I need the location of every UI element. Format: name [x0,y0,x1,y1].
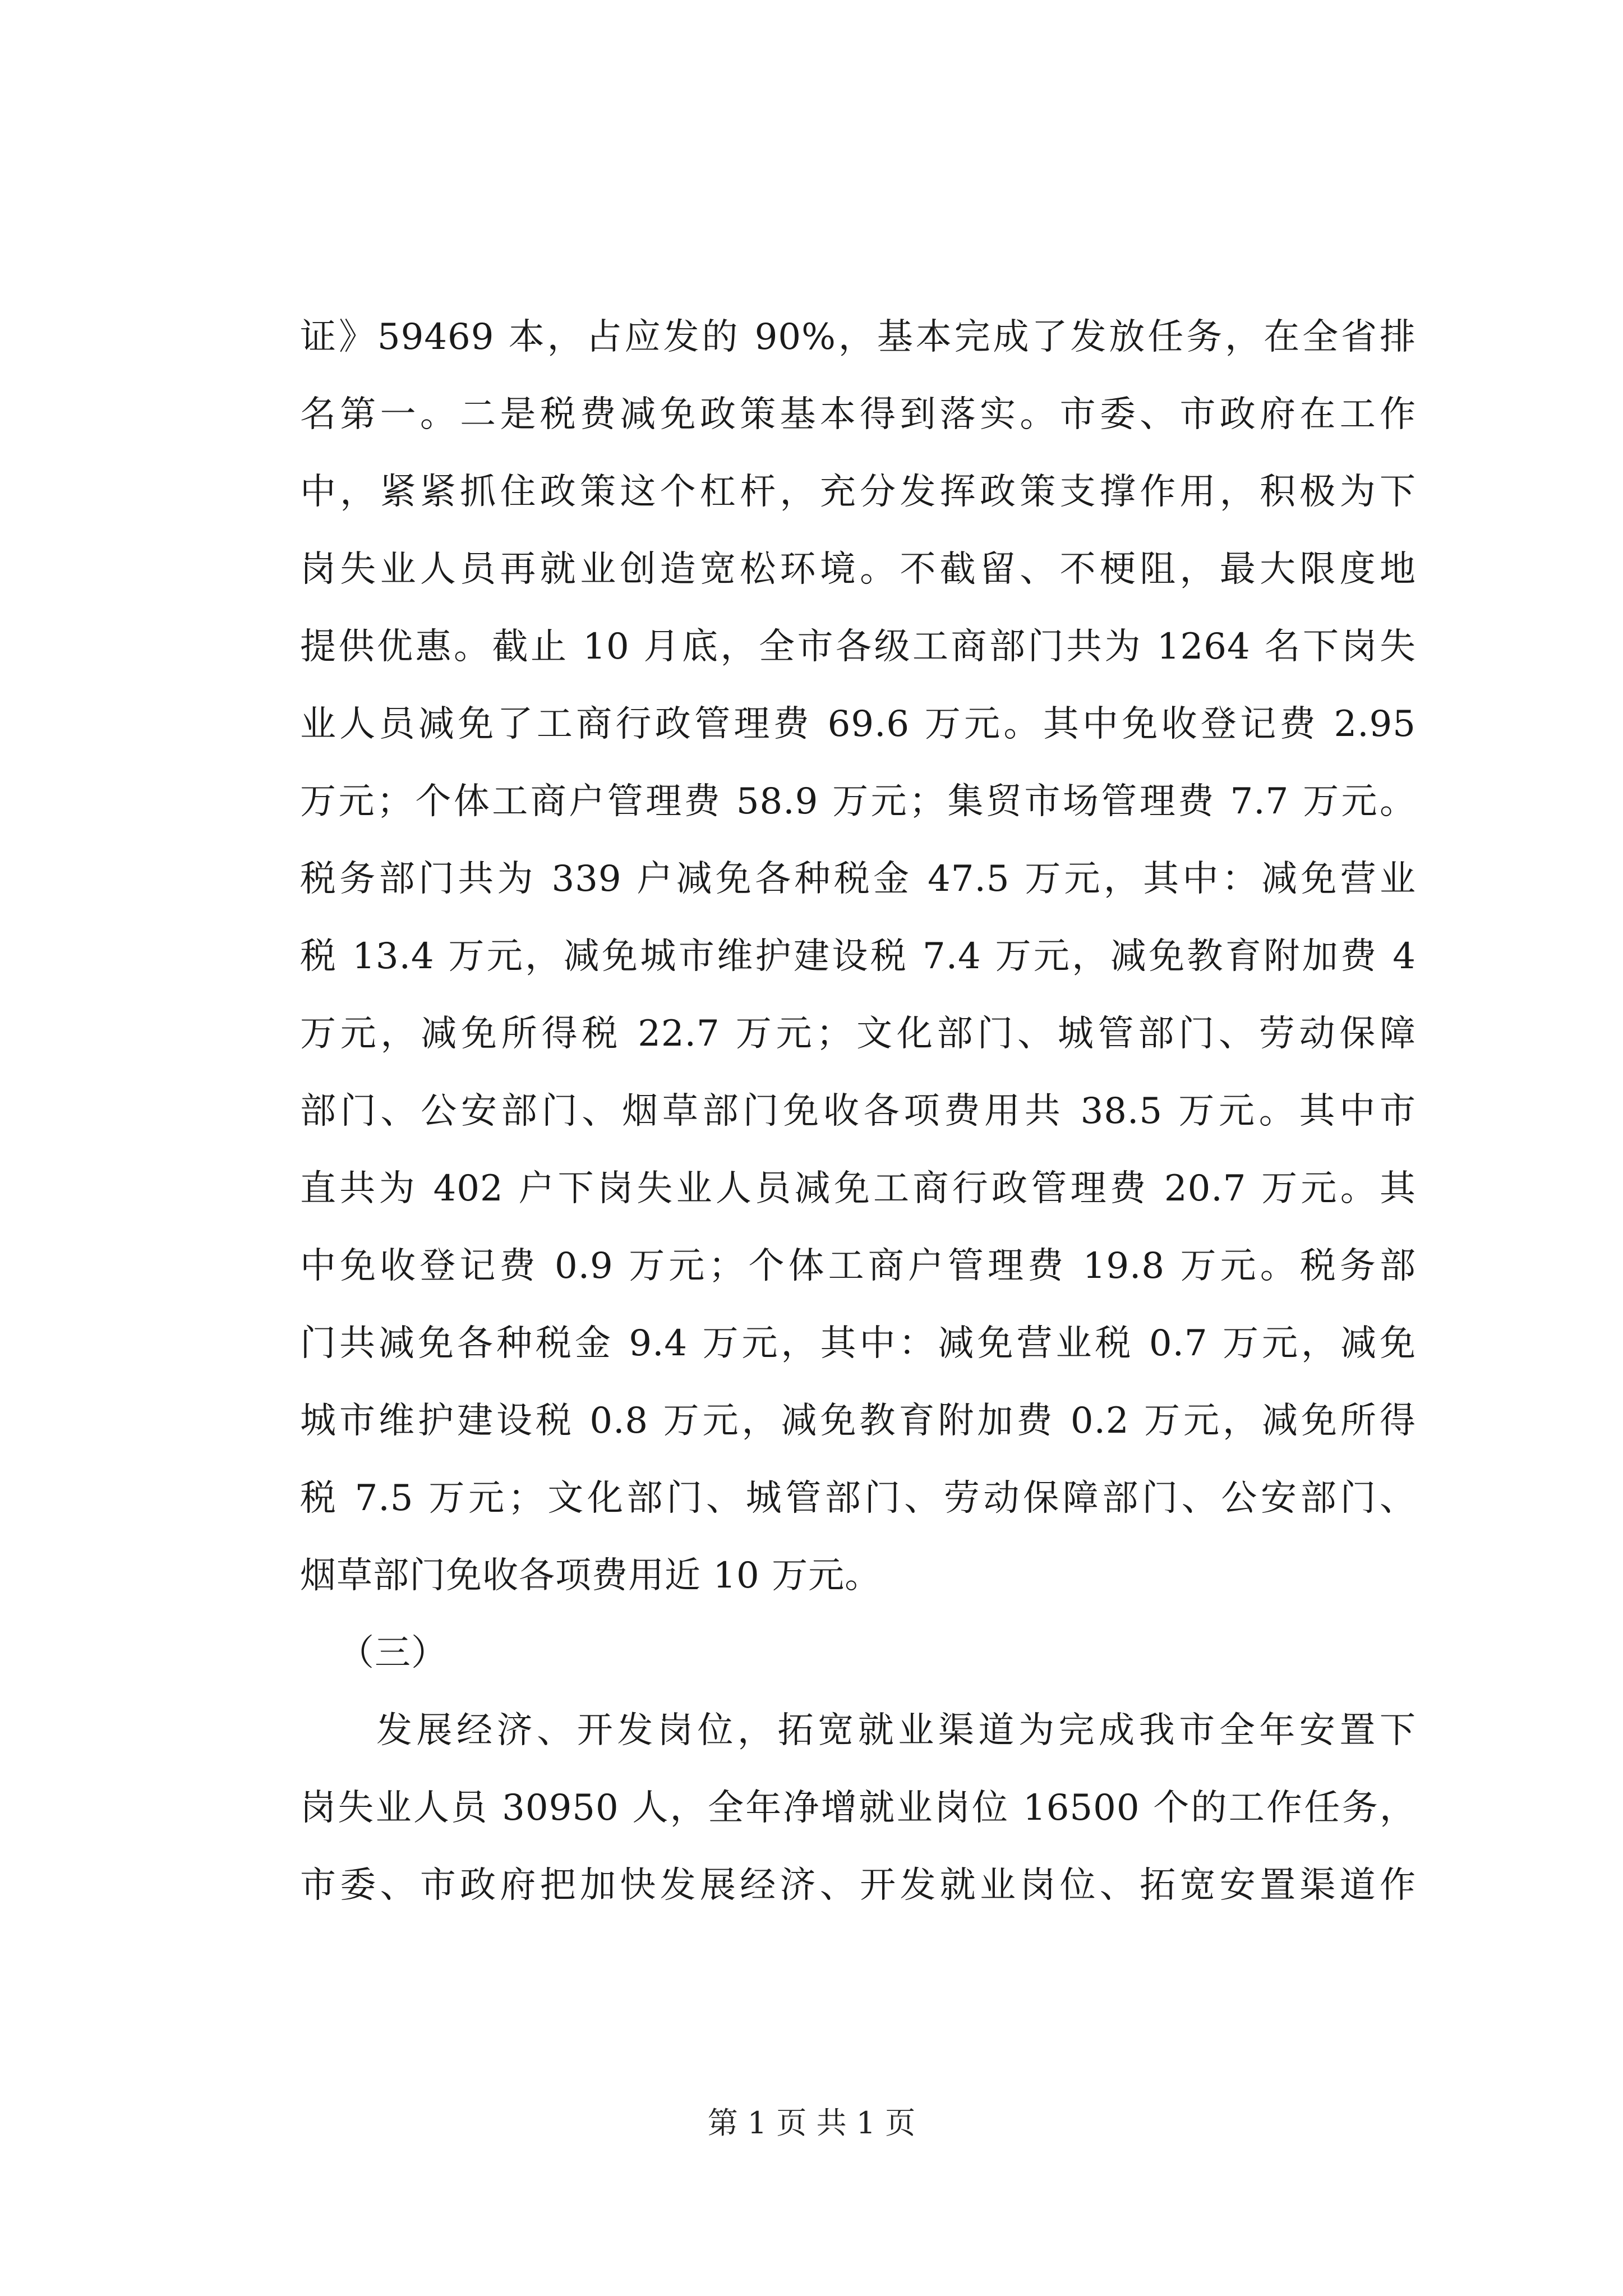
section-paragraph-line: 发展经济、开发岗位，拓宽就业渠道为完成我市全年安置下 [376,1710,1416,1751]
paragraph-line: 业人员减免了工商行政管理费 69.6 万元。其中免收登记费 2.95 [300,703,1416,745]
paragraph-line: 万元；个体工商户管理费 58.9 万元；集贸市场管理费 7.7 万元。 [300,781,1416,822]
paragraph-line: 门共减免各种税金 9.4 万元，其中：减免营业税 0.7 万元，减免 [300,1323,1416,1364]
page-footer: 第 1 页 共 1 页 [707,2105,916,2141]
paragraph-line: 税务部门共为 339 户减免各种税金 47.5 万元，其中：减免营业 [300,858,1416,900]
paragraph-line: 税 7.5 万元；文化部门、城管部门、劳动保障部门、公安部门、 [300,1478,1416,1519]
paragraph-line: 城市维护建设税 0.8 万元，减免教育附加费 0.2 万元，减免所得 [300,1400,1416,1442]
paragraph-line: 中免收登记费 0.9 万元；个体工商户管理费 19.8 万元。税务部 [300,1245,1416,1287]
section-paragraph-line: 市委、市政府把加快发展经济、开发就业岗位、拓宽安置渠道作 [300,1865,1416,1906]
paragraph-line: 直共为 402 户下岗失业人员减免工商行政管理费 20.7 万元。其 [300,1168,1416,1209]
paragraph-line: 中，紧紧抓住政策这个杠杆，充分发挥政策支撑作用，积极为下 [300,471,1416,513]
body-text [300,298,1416,1924]
section-heading: （三） [338,1632,448,1674]
paragraph-line: 税 13.4 万元，减免城市维护建设税 7.4 万元，减免教育附加费 4 [300,936,1416,977]
paragraph-line-last: 烟草部门免收各项费用近 10 万元。 [300,1555,882,1596]
paragraph-line: 提供优惠。截止 10 月底，全市各级工商部门共为 1264 名下岗失 [300,626,1416,668]
paragraph-line: 证》59469 本，占应发的 90%，基本完成了发放任务，在全省排 [300,316,1416,358]
paragraph-line: 万元，减免所得税 22.7 万元；文化部门、城管部门、劳动保障 [300,1013,1416,1055]
paragraph-line: 岗失业人员再就业创造宽松环境。不截留、不梗阻，最大限度地 [300,549,1416,590]
paragraph-line: 名第一。二是税费减免政策基本得到落实。市委、市政府在工作 [300,394,1416,435]
section-paragraph-line: 岗失业人员 30950 人，全年净增就业岗位 16500 个的工作任务， [300,1787,1416,1829]
paragraph-line: 部门、公安部门、烟草部门免收各项费用共 38.5 万元。其中市 [300,1091,1416,1132]
